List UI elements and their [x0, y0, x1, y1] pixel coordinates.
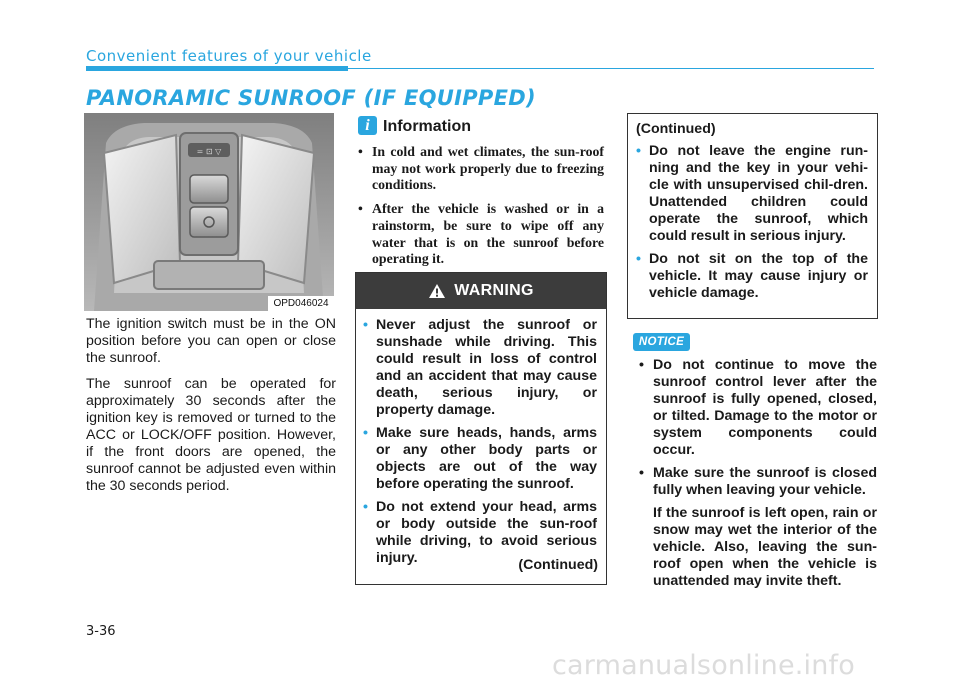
overhead-console-photo — [84, 113, 334, 311]
page-title: PANORAMIC SUNROOF (IF EQUIPPED) — [86, 86, 536, 110]
body-paragraph-timing: The sunroof can be operated for approximately 30 seconds after the ignition key is removed or turned to the ACC or LOCK/OFF position. However, if the front doors are opened, the sunroof cannot be adjusted even within the 30 seconds period. — [86, 376, 336, 494]
info-list — [358, 144, 604, 275]
warning-list — [363, 317, 597, 573]
continued-item: • Do not leave the engine run-ning and the key in your vehi-cle with unsupervised chil-dren. Unattended children could operate the sunroof, which could result in serious injury. — [636, 143, 868, 245]
continued-item: • Do not sit on the top of the vehicle. It may cause injury or vehicle damage. — [636, 251, 868, 302]
section-header: Convenient features of your vehicle — [86, 47, 372, 65]
warning-box — [355, 272, 607, 585]
header-rule-thick — [86, 66, 348, 71]
page-number: 3-36 — [86, 624, 116, 639]
photo-code: OPD046024 — [268, 296, 334, 311]
warning-item: • Do not extend your head, arms or body outside the sun-roof while driving, to avoid serious injury. — [363, 499, 597, 567]
svg-text:= ⊡ ▽: = ⊡ ▽ — [196, 147, 222, 156]
info-item: • In cold and wet climates, the sun-roof may not work properly due to freezing conditions. — [358, 144, 604, 194]
continued-list — [636, 143, 868, 308]
warning-title: WARNING — [454, 282, 534, 299]
info-heading: Information — [383, 118, 471, 135]
notice-item-text: Do not continue to move the sunroof control lever after the sunroof is fully opened, closed, or tilted. Damage to the motor or system components could occur. — [653, 357, 877, 458]
warning-triangle-icon — [428, 283, 446, 299]
info-item: • After the vehicle is washed or in a rainstorm, be sure to wipe off any water that is on the sunroof before operating it. — [358, 201, 604, 268]
notice-list — [639, 357, 877, 596]
notice-item — [639, 465, 877, 590]
warning-continued: (Continued) — [518, 557, 598, 573]
notice-item-extra: If the sunroof is left open, rain or snow may wet the interior of the vehicle. Also, leaving the sun-roof open when the vehicle is unattended may invite theft. — [653, 505, 877, 589]
info-icon: i — [358, 116, 377, 135]
notice-item-text: Make sure the sunroof is closed fully when leaving your vehicle. — [653, 465, 877, 498]
overhead-console-illustration — [84, 113, 334, 311]
continued-warning-box — [627, 113, 878, 319]
warning-item: • Make sure heads, hands, arms or any other body parts or objects are out of the way before operating the sunroof. — [363, 425, 597, 493]
notice-item — [639, 357, 877, 459]
warning-item: • Never adjust the sunroof or sunshade while driving. This could result in loss of control and an accident that may cause death, serious injury, or property damage. — [363, 317, 597, 419]
notice-badge: NOTICE — [633, 333, 690, 351]
continued-label: (Continued) — [636, 121, 716, 137]
header-rule-thin — [348, 68, 874, 69]
watermark: carmanualsonline.info — [552, 650, 855, 681]
warning-header — [356, 273, 606, 309]
body-paragraph-ignition: The ignition switch must be in the ON position before you can open or close the sunroof. — [86, 316, 336, 366]
